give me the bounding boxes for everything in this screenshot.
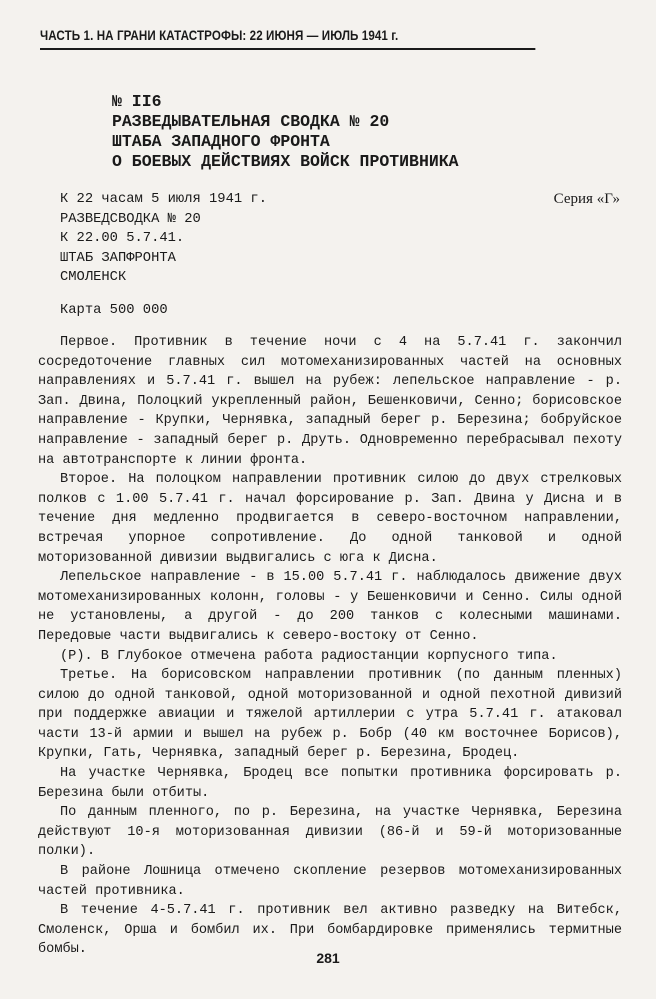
series-label: Серия «Г» — [553, 191, 620, 207]
paragraph: В течение 4-5.7.41 г. противник вел активно разведку на Витебск, Смоленск, Орша и бомбил их. При бомбардировке применялись термитные бомбы. — [38, 903, 622, 958]
meta-headquarters: ШТАБ ЗАПФРОНТА — [60, 250, 176, 266]
paragraph: Второе. На полоцком направлении противник силою до двух стрелковых полков с 1.00 5.7.41 г. начал форсирование р. Зап. Двина у Дисна и в течение дня медленно продвигается в северо-восточном направлении, встречая упорное сопротивление. До одной танковой и одной моторизованной дивизии выдвигались с юга к Дисна. — [38, 472, 622, 566]
paragraph: Третье. На борисовском направлении противник (по данным пленных) силою до одной танковой, одной моторизованной и одной пехотной дивизий при поддержке авиации и тяжелой артиллерии с утра 5.7.41 г. атаковал части 13-й армии и вышел на рубеж р. Бобр (40 км восточнее Борисов), Крупки, Гать, Чернявка, западный берег р. Березина, Бродец. — [38, 668, 622, 762]
title-line: РАЗВЕДЫВАТЕЛЬНАЯ СВОДКА № 20 — [112, 112, 390, 131]
meta-location: СМОЛЕНСК — [60, 270, 127, 285]
meta-report-name: РАЗВЕДСВОДКА № 20 — [60, 211, 201, 227]
title-line: О БОЕВЫХ ДЕЙСТВИЯХ ВОЙСК ПРОТИВНИКА — [112, 152, 459, 171]
map-scale: Карта 500 000 — [60, 303, 168, 318]
paragraph: (Р). В Глубокое отмечена работа радиостанции корпусного типа. — [60, 648, 558, 664]
document-number: № II6 — [112, 92, 162, 111]
report-metadata — [60, 190, 620, 288]
page-number: 281 — [316, 950, 340, 966]
paragraph: На участке Чернявка, Бродец все попытки противника форсировать р. Березина были отбиты. — [38, 766, 622, 801]
running-header: ЧАСТЬ 1. НА ГРАНИ КАТАСТРОФЫ: 22 ИЮНЯ — ИЮЛЬ 1941 г. — [40, 28, 535, 50]
paragraph: Первое. Противник в течение ночи с 4 на 5.7.41 г. закончил сосредоточение главных сил мотомеханизированных частей на основных направлениях и 5.7.41 г. вышел на рубеж: лепельское направление - р. Зап. Двина, Полоцкий укрепленный район, Бешенковичи, Сенно; борисовское направление - Крупки, Чернявка, западный берег р. Березина; бобруйское направление - западный берег р. Друть. Одновременно перебрасывал пехоту на автотранспорте к линии фронта. — [38, 335, 622, 468]
title-line: ШТАБА ЗАПАДНОГО ФРОНТА — [112, 132, 330, 151]
paragraph: В районе Лошница отмечено скопление резервов мотомеханизированных частей противника. — [38, 864, 622, 899]
report-body — [38, 333, 622, 960]
meta-date: К 22 часам 5 июля 1941 г. — [60, 192, 267, 207]
document-title — [112, 92, 459, 172]
meta-time: К 22.00 5.7.41. — [60, 231, 185, 246]
paragraph: По данным пленного, по р. Березина, на участке Чернявка, Березина действуют 10-я моторизованная дивизии (86-й и 59-й моторизованные полки). — [38, 805, 622, 860]
paragraph: Лепельское направление - в 15.00 5.7.41 г. наблюдалось движение двух мотомеханизированных колонн, головы - у Бешенковичи и Сенно. Силы одной не установлены, а другой - до 200 танков с колесными машинами. Передовые части выдвигались к северо-востоку от Сенно. — [38, 570, 622, 644]
